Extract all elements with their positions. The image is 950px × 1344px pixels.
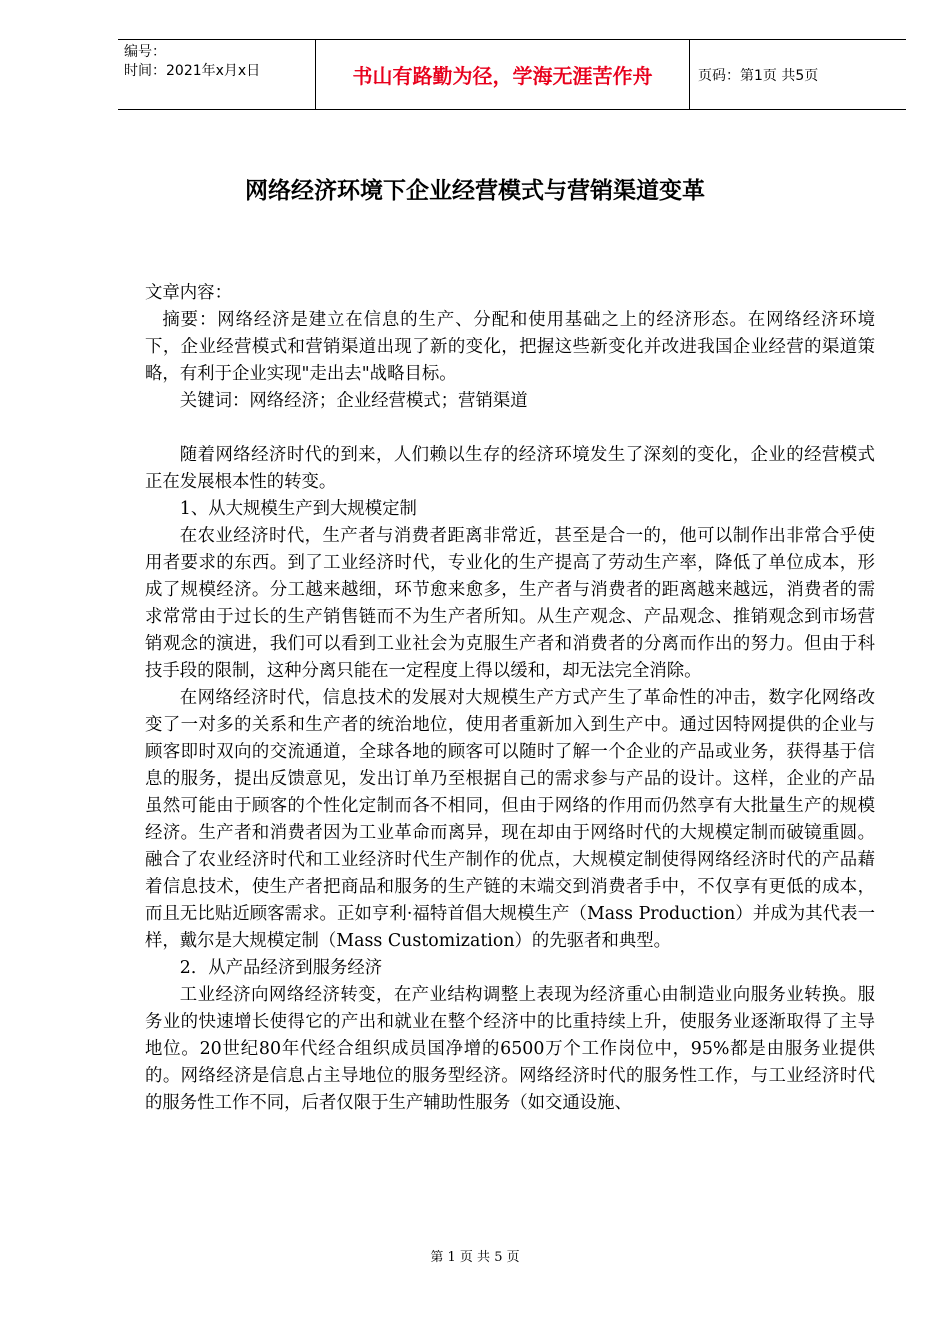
document-title: 网络经济环境下企业经营模式与营销渠道变革 xyxy=(245,178,705,204)
abstract-paragraph: 摘要：网络经济是建立在信息的生产、分配和使用基础之上的经济形态。在网络经济环境下，企业经营模式和营销渠道出现了新的变化，把握这些新变化并改进我国企业经营的渠道策略，有利于企业实现"走出去"战略目标。 xyxy=(145,310,875,384)
section1-paragraph-2: 在网络经济时代，信息技术的发展对大规模生产方式产生了革命性的冲击，数字化网络改变了一对多的关系和生产者的统治地位，使用者重新加入到生产中。通过因特网提供的企业与顾客即时双向的交流通道，全球各地的顾客可以随时了解一个企业的产品或业务，获得基于信息的服务，提出反馈意见，发出订单乃至根据自己的需求参与产品的设计。这样，企业的产品虽然可能由于顾客的个性化定制而各不相同，但由于网络的作用而仍然享有大批量生产的规模经济。生产者和消费者因为工业革命而离异，现在却由于网络时代的大规模定制而破镜重圆。融合了农业经济时代和工业经济时代生产制作的优点，大规模定制使得网络经济时代的产品藉着信息技术，使生产者把商品和服务的生产链的末端交到消费者手中，不仅享有更低的成本，而且无比贴近顾客需求。正如亨利·福特首倡大规模生产（Mass Production）并成为其代表一样，戴尔是大规模定制（Mass Customization）的先驱者和典型。 xyxy=(145,688,875,951)
content-label: 文章内容： xyxy=(145,283,232,303)
page-footer: 第 1 页 共 5 页 xyxy=(430,1250,520,1265)
header-table xyxy=(118,39,906,110)
header-meta xyxy=(118,40,315,109)
time-label: 时间：2021年x月x日 xyxy=(124,63,261,79)
header-motto: 书山有路勤为径，学海无涯苦作舟 xyxy=(315,40,690,109)
section1-paragraph-1: 在农业经济时代，生产者与消费者距离非常近，甚至是合一的，他可以制作出非常合乎使用者要求的东西。到了工业经济时代，专业化的生产提高了劳动生产率，降低了单位成本，形成了规模经济。分工越来越细，环节愈来愈多，生产者与消费者的距离越来越远，消费者的需求常常由于过长的生产销售链而不为生产者所知。从生产观念、产品观念、推销观念到市场营销观念的演进，我们可以看到工业社会为克服生产者和消费者的分离而作出的努力。但由于科技手段的限制，这种分离只能在一定程度上得以缓和，却无法完全消除。 xyxy=(145,526,875,681)
number-label: 编号： xyxy=(124,44,166,60)
header-page-label: 页码：第1页 共5页 xyxy=(698,67,819,84)
section2-paragraph-1: 工业经济向网络经济转变，在产业结构调整上表现为经济重心由制造业向服务业转换。服务业的快速增长使得它的产出和就业在整个经济中的比重持续上升，使服务业逐渐取得了主导地位。20世纪80年代经合组织成员国净增的6500万个工作岗位中，95%都是由服务业提供的。网络经济是信息占主导地位的服务型经济。网络经济时代的服务性工作，与工业经济时代的服务性工作不同，后者仅限于生产辅助性服务（如交通设施、 xyxy=(145,985,875,1113)
section1-heading: 1、从大规模生产到大规模定制 xyxy=(179,499,417,519)
article-body xyxy=(145,280,875,1117)
keywords-paragraph: 关键词：网络经济；企业经营模式；营销渠道 xyxy=(179,391,528,411)
intro-paragraph: 随着网络经济时代的到来，人们赖以生存的经济环境发生了深刻的变化，企业的经营模式正在发展根本性的转变。 xyxy=(145,445,875,492)
spacer xyxy=(145,415,875,442)
section2-heading: 2．从产品经济到服务经济 xyxy=(179,958,383,978)
